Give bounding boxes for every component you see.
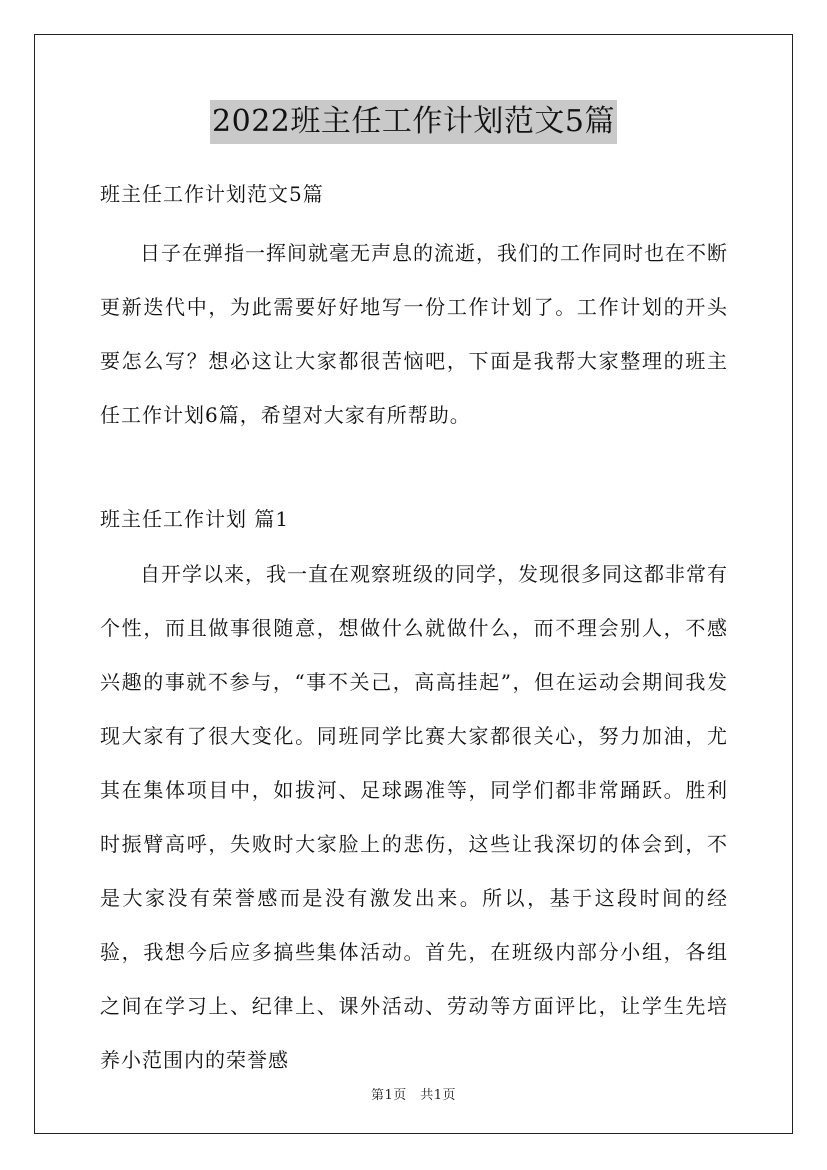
document-title: 2022班主任工作计划范文5篇: [210, 100, 617, 144]
section-heading: 班主任工作计划 篇1: [100, 507, 290, 531]
section-paragraph: 自开学以来，我一直在观察班级的同学，发现很多同这都非常有个性，而且做事很随意，想做什么就做什么，而不理会别人，不感兴趣的事就不参与，“事不关己，高高挂起”，但在运动会期间我发现大家有了很大变化。同班同学比赛大家都很关心，努力加油，尤其在集体项目中，如拔河、足球踢准等，同学们都非常踊跃。胜利时振臂高呼，失败时大家脸上的悲伤，这些让我深切的体会到，不是大家没有荣誉感而是没有激发出来。所以，基于这段时间的经验，我想今后应多搞些集体活动。首先，在班级内部分小组，各组之间在学习上、纪律上、课外活动、劳动等方面评比，让学生先培养小范围内的荣誉感: [100, 562, 728, 1072]
document-subtitle: 班主任工作计划范文5篇: [100, 182, 324, 206]
intro-paragraph: 日子在弹指一挥间就毫无声息的流逝，我们的工作同时也在不断更新迭代中，为此需要好好地写一份工作计划了。工作计划的开头要怎么写？想必这让大家都很苦恼吧，下面是我帮大家整理的班主任工作计划6篇，希望对大家有所帮助。: [100, 241, 728, 427]
title-container: [0, 100, 827, 144]
page-footer: 第1页 共1页: [370, 1088, 457, 1103]
